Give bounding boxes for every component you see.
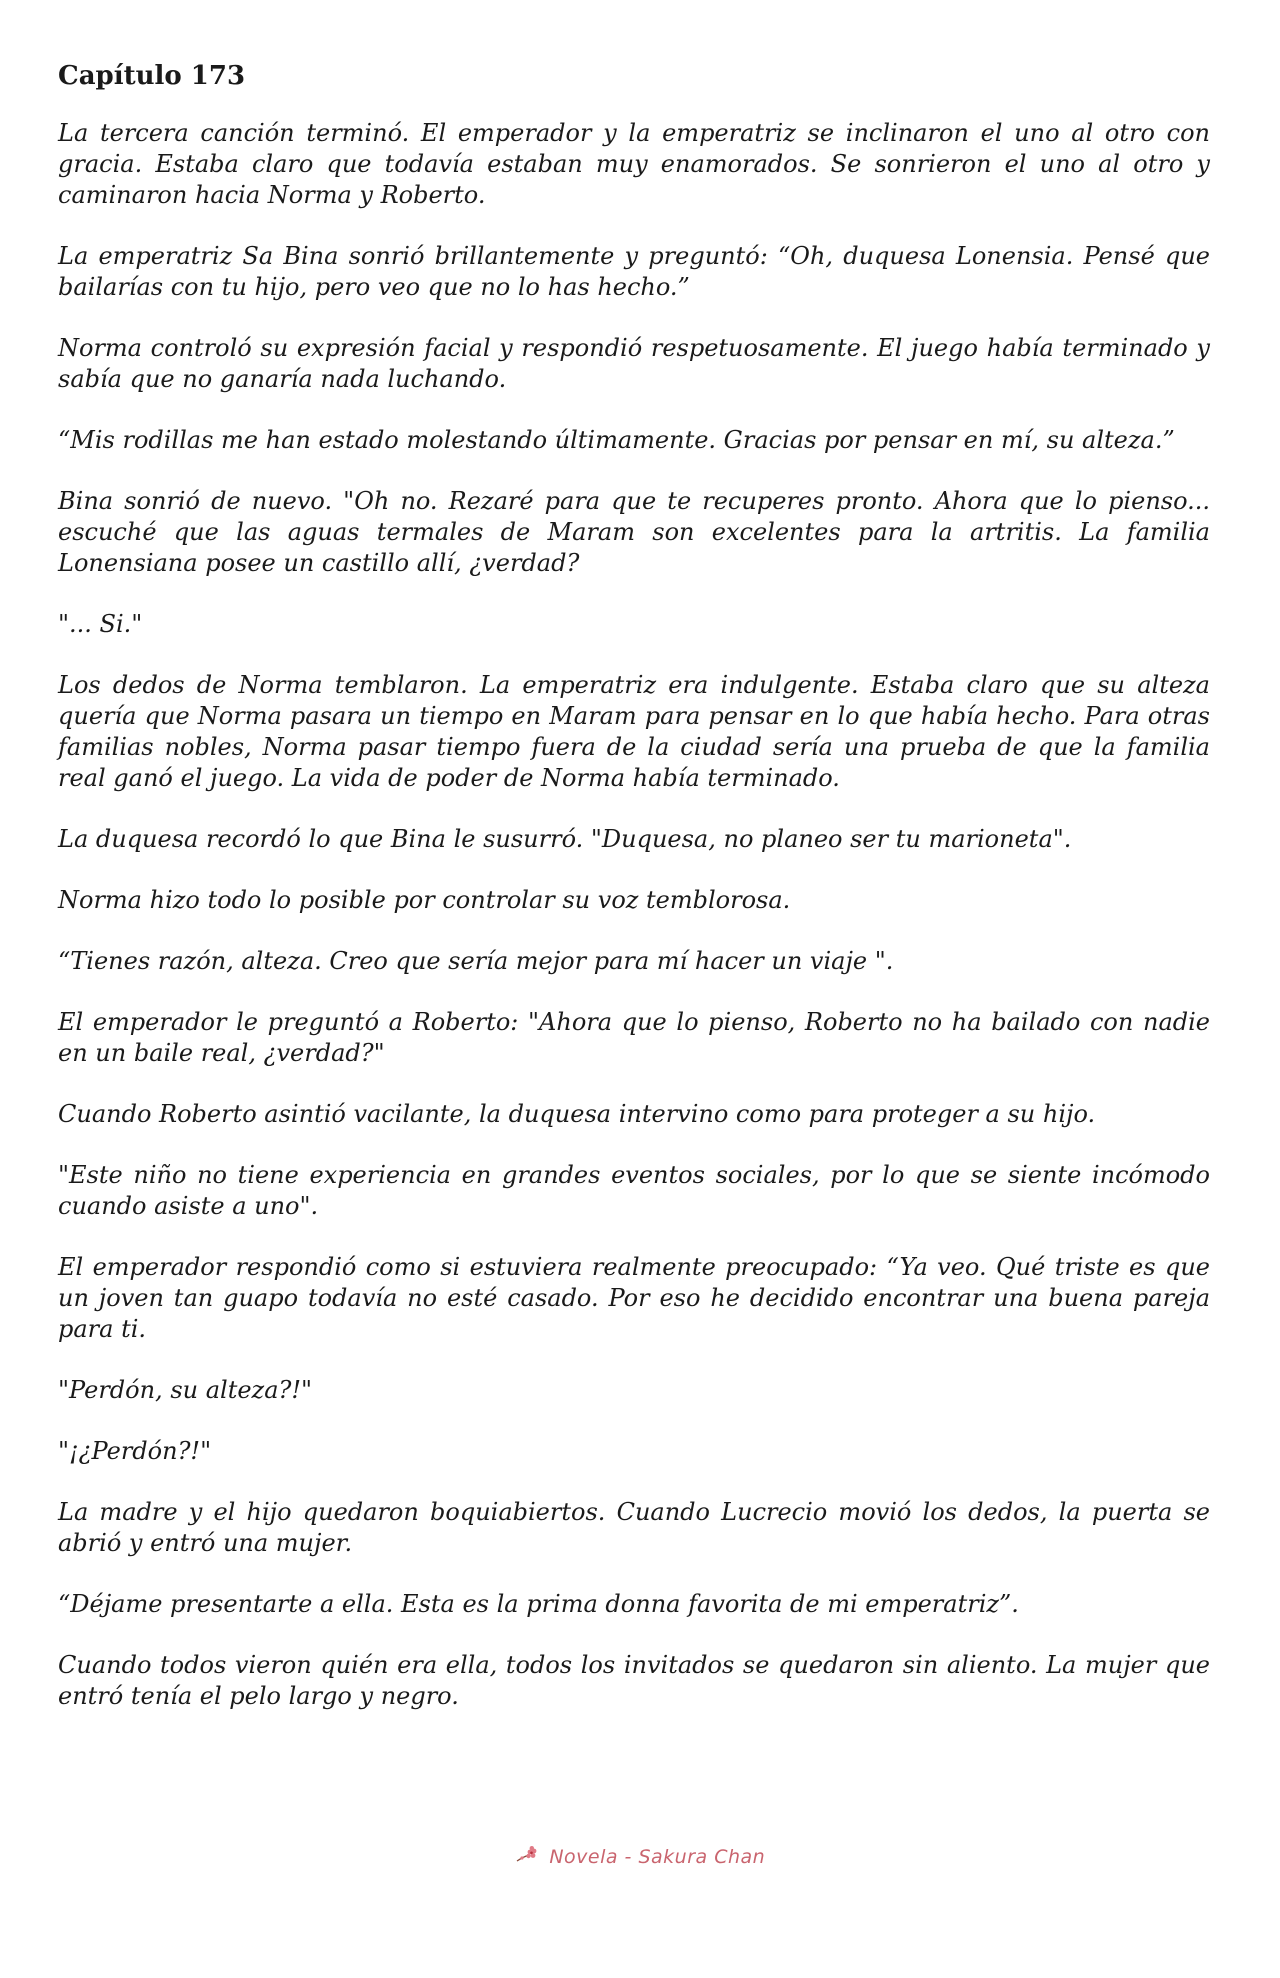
chapter-title: Capítulo 173 — [58, 61, 246, 91]
paragraph-16: "¡¿Perdón?!" — [58, 1437, 212, 1465]
paragraph-15: "Perdón, su alteza?!" — [58, 1376, 313, 1404]
paragraph-6: "... Si." — [58, 610, 143, 638]
paragraph-18: “Déjame presentarte a ella. Esta es la prima donna favorita de mi emperatriz”. — [58, 1590, 1019, 1618]
paragraph-3: Norma controló su expresión facial y respondió respetuosamente. El juego había terminado y sabía que no ganaría nada luchando. — [58, 334, 1210, 393]
paragraph-10: “Tienes razón, alteza. Creo que sería mejor para mí hacer un viaje ". — [58, 947, 894, 975]
sakura-flower-icon — [515, 1846, 539, 1866]
paragraph-9: Norma hizo todo lo posible por controlar su voz temblorosa. — [58, 886, 791, 914]
paragraph-17: La madre y el hijo quedaron boquiabiertos. Cuando Lucrecio movió los dedos, la puerta se abrió y entró una mujer. — [58, 1498, 1210, 1557]
paragraph-2: La emperatriz Sa Bina sonrió brillantemente y preguntó: “Oh, duquesa Lonensia. Pensé que bailarías con tu hijo, pero veo que no lo has hecho.” — [58, 242, 1210, 301]
paragraph-8: La duquesa recordó lo que Bina le susurró. "Duquesa, no planeo ser tu marioneta". — [58, 825, 1072, 853]
paragraph-14: El emperador respondió como si estuviera realmente preocupado: “Ya veo. Qué triste es que un joven tan guapo todavía no esté casado. Por eso he decidido encontrar una buena pareja para ti. — [58, 1253, 1210, 1343]
paragraph-12: Cuando Roberto asintió vacilante, la duquesa intervino como para proteger a su hijo. — [58, 1100, 1096, 1128]
paragraph-5: Bina sonrió de nuevo. "Oh no. Rezaré para que te recuperes pronto. Ahora que lo pienso... escuché que las aguas termales de Maram son excelentes para la artritis. La familia Lonensiana posee un castillo allí, ¿verdad? — [58, 487, 1210, 577]
paragraph-4: “Mis rodillas me han estado molestando últimamente. Gracias por pensar en mí, su alteza.” — [58, 426, 1175, 454]
footer-watermark — [0, 1846, 1280, 1868]
paragraph-13: "Este niño no tiene experiencia en grandes eventos sociales, por lo que se siente incómodo cuando asiste a uno". — [58, 1161, 1210, 1220]
chapter-body — [58, 118, 1210, 1712]
document-page — [58, 56, 1210, 1742]
paragraph-11: El emperador le preguntó a Roberto: "Ahora que lo pienso, Roberto no ha bailado con nadie en un baile real, ¿verdad?" — [58, 1008, 1210, 1067]
paragraph-19: Cuando todos vieron quién era ella, todos los invitados se quedaron sin aliento. La mujer que entró tenía el pelo largo y negro. — [58, 1651, 1210, 1710]
paragraph-1: La tercera canción terminó. El emperador y la emperatriz se inclinaron el uno al otro con gracia. Estaba claro que todavía estaban muy enamorados. Se sonrieron el uno al otro y caminaron hacia Norma y Roberto. — [58, 119, 1210, 209]
paragraph-7: Los dedos de Norma temblaron. La emperatriz era indulgente. Estaba claro que su alteza quería que Norma pasara un tiempo en Maram para pensar en lo que había hecho. Para otras familias nobles, Norma pasar tiempo fuera de la ciudad sería una prueba de que la familia real ganó el juego. La vida de poder de Norma había terminado. — [58, 671, 1210, 792]
footer-text: Novela - Sakura Chan — [549, 1846, 766, 1868]
